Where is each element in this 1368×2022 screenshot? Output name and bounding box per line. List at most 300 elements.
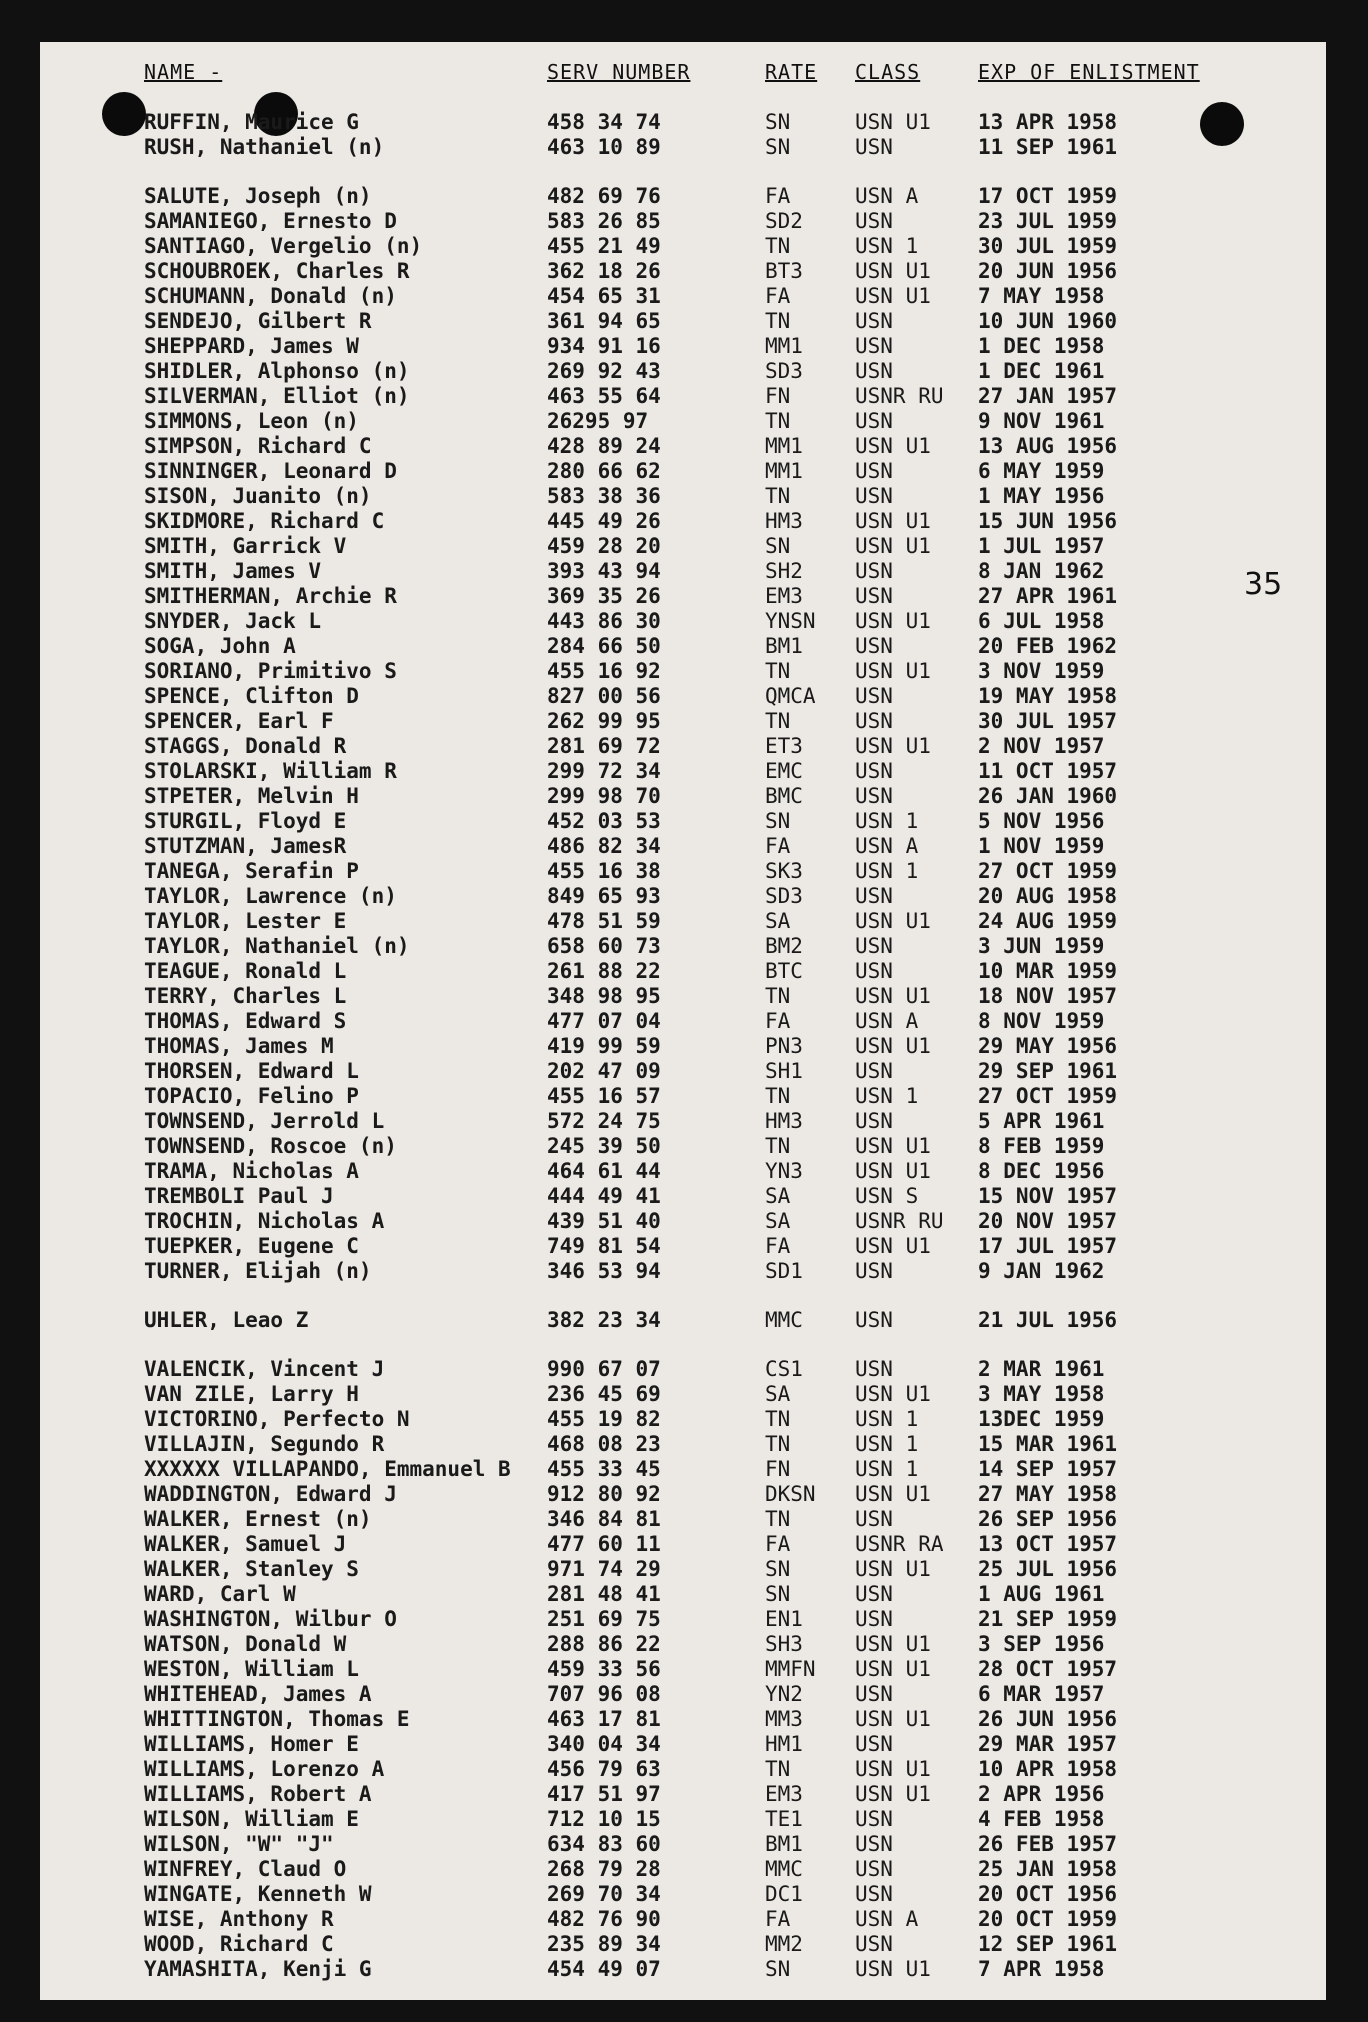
- person-name: WADDINGTON, Edward J: [144, 1482, 397, 1506]
- list-row: [40, 934, 1326, 959]
- person-name: SPENCER, Earl F: [144, 709, 334, 733]
- class: USN: [855, 1507, 893, 1531]
- class: USN U1: [855, 1657, 931, 1681]
- expiration-date: 2 MAR 1961: [978, 1357, 1105, 1381]
- list-row: [40, 334, 1326, 359]
- expiration-date: 27 OCT 1959: [978, 859, 1118, 883]
- person-name: SPENCE, Clifton D: [144, 684, 359, 708]
- list-row: [40, 484, 1326, 509]
- expiration-date: 5 NOV 1956: [978, 809, 1105, 833]
- class: USN: [855, 1357, 893, 1381]
- rate: MMC: [765, 1857, 803, 1881]
- class: USN U1: [855, 259, 931, 283]
- person-name: TROCHIN, Nicholas A: [144, 1209, 385, 1233]
- expiration-date: 17 JUL 1957: [978, 1234, 1118, 1258]
- service-number: 459 28 20: [547, 534, 661, 558]
- list-row: [40, 534, 1326, 559]
- expiration-date: 2 APR 1956: [978, 1782, 1105, 1806]
- person-name: SKIDMORE, Richard C: [144, 509, 385, 533]
- expiration-date: 1 AUG 1961: [978, 1582, 1105, 1606]
- list-row: [40, 1857, 1326, 1882]
- class: USN U1: [855, 509, 931, 533]
- service-number: 634 83 60: [547, 1832, 661, 1856]
- rate: TN: [765, 1757, 791, 1781]
- rate: SD3: [765, 884, 803, 908]
- expiration-date: 9 JAN 1962: [978, 1259, 1105, 1283]
- person-name: THOMAS, James M: [144, 1034, 334, 1058]
- rate: PN3: [765, 1034, 803, 1058]
- rate: ET3: [765, 734, 803, 758]
- person-name: STPETER, Melvin H: [144, 784, 359, 808]
- expiration-date: 7 MAY 1958: [978, 284, 1105, 308]
- list-row: [40, 509, 1326, 534]
- person-name: SNYDER, Jack L: [144, 609, 322, 633]
- person-name: SMITHERMAN, Archie R: [144, 584, 397, 608]
- class: USN: [855, 759, 893, 783]
- person-name: WALKER, Samuel J: [144, 1532, 347, 1556]
- rate: SN: [765, 135, 791, 159]
- rate: TN: [765, 659, 791, 683]
- person-name: WILSON, William E: [144, 1807, 359, 1831]
- class: USN: [855, 1857, 893, 1881]
- class: USN A: [855, 184, 919, 208]
- expiration-date: 13 OCT 1957: [978, 1532, 1118, 1556]
- rate: EM3: [765, 584, 803, 608]
- rate: FA: [765, 1234, 791, 1258]
- expiration-date: 13 APR 1958: [978, 110, 1118, 134]
- rate: TN: [765, 1084, 791, 1108]
- list-row: [40, 659, 1326, 684]
- list-row: [40, 110, 1326, 135]
- person-name: WALKER, Stanley S: [144, 1557, 359, 1581]
- rate: FN: [765, 384, 791, 408]
- class: USN U1: [855, 1159, 931, 1183]
- expiration-date: 12 SEP 1961: [978, 1932, 1118, 1956]
- rate: BM1: [765, 634, 803, 658]
- expiration-date: 21 SEP 1959: [978, 1607, 1118, 1631]
- rate: SH1: [765, 1059, 803, 1083]
- expiration-date: 26 JAN 1960: [978, 784, 1118, 808]
- expiration-date: 3 SEP 1956: [978, 1632, 1105, 1656]
- rate: QMCA: [765, 684, 816, 708]
- list-row: [40, 1832, 1326, 1857]
- class: USN U1: [855, 1134, 931, 1158]
- expiration-date: 29 SEP 1961: [978, 1059, 1118, 1083]
- person-name: WINGATE, Kenneth W: [144, 1882, 372, 1906]
- list-row: [40, 1059, 1326, 1084]
- expiration-date: 13DEC 1959: [978, 1407, 1105, 1431]
- rate: SA: [765, 909, 791, 933]
- person-name: SILVERMAN, Elliot (n): [144, 384, 410, 408]
- class: USN: [855, 584, 893, 608]
- person-name: SISON, Juanito (n): [144, 484, 372, 508]
- rate: MM3: [765, 1707, 803, 1731]
- service-number: 235 89 34: [547, 1932, 661, 1956]
- list-row: [40, 859, 1326, 884]
- list-row: [40, 1234, 1326, 1259]
- class: USN U1: [855, 284, 931, 308]
- service-number: 583 38 36: [547, 484, 661, 508]
- expiration-date: 8 DEC 1956: [978, 1159, 1105, 1183]
- expiration-date: 1 DEC 1961: [978, 359, 1105, 383]
- class: USN: [855, 709, 893, 733]
- list-row: [40, 1259, 1326, 1284]
- rate: TE1: [765, 1807, 803, 1831]
- rate: BM2: [765, 934, 803, 958]
- class: USN U1: [855, 1757, 931, 1781]
- expiration-date: 2 NOV 1957: [978, 734, 1105, 758]
- class: USN 1: [855, 809, 919, 833]
- rate: SN: [765, 1957, 791, 1981]
- expiration-date: 10 JUN 1960: [978, 309, 1118, 333]
- expiration-date: 26 JUN 1956: [978, 1707, 1118, 1731]
- service-number: 482 69 76: [547, 184, 661, 208]
- expiration-date: 28 OCT 1957: [978, 1657, 1118, 1681]
- class: USN U1: [855, 1957, 931, 1981]
- service-number: 455 16 92: [547, 659, 661, 683]
- rate: CS1: [765, 1357, 803, 1381]
- person-name: WINFREY, Claud O: [144, 1857, 347, 1881]
- service-number: 369 35 26: [547, 584, 661, 608]
- person-name: SENDEJO, Gilbert R: [144, 309, 372, 333]
- person-name: THORSEN, Edward L: [144, 1059, 359, 1083]
- list-row: [40, 1782, 1326, 1807]
- class: USN: [855, 484, 893, 508]
- service-number: 658 60 73: [547, 934, 661, 958]
- service-number: 827 00 56: [547, 684, 661, 708]
- list-row: [40, 1084, 1326, 1109]
- service-number: 346 84 81: [547, 1507, 661, 1531]
- person-name: VILLAJIN, Segundo R: [144, 1432, 385, 1456]
- person-name: STURGIL, Floyd E: [144, 809, 347, 833]
- list-row: [40, 459, 1326, 484]
- service-number: 428 89 24: [547, 434, 661, 458]
- service-number: 361 94 65: [547, 309, 661, 333]
- class: USN U1: [855, 1034, 931, 1058]
- class: USN: [855, 1582, 893, 1606]
- list-row: [40, 1109, 1326, 1134]
- class: USN: [855, 1732, 893, 1756]
- rate: TN: [765, 484, 791, 508]
- rate: SN: [765, 1557, 791, 1581]
- class: USN: [855, 135, 893, 159]
- service-number: 261 88 22: [547, 959, 661, 983]
- list-row: [40, 1432, 1326, 1457]
- expiration-date: 8 FEB 1959: [978, 1134, 1105, 1158]
- expiration-date: 20 AUG 1958: [978, 884, 1118, 908]
- class: USN: [855, 1308, 893, 1332]
- rate: SA: [765, 1184, 791, 1208]
- class: USN U1: [855, 659, 931, 683]
- service-number: 444 49 41: [547, 1184, 661, 1208]
- person-name: SOGA, John A: [144, 634, 296, 658]
- service-number: 419 99 59: [547, 1034, 661, 1058]
- person-name: WATSON, Donald W: [144, 1632, 347, 1656]
- expiration-date: 11 OCT 1957: [978, 759, 1118, 783]
- person-name: SAMANIEGO, Ernesto D: [144, 209, 397, 233]
- class: USN: [855, 1109, 893, 1133]
- class: USN U1: [855, 909, 931, 933]
- expiration-date: 10 MAR 1959: [978, 959, 1118, 983]
- expiration-date: 21 JUL 1956: [978, 1308, 1118, 1332]
- class: USN: [855, 884, 893, 908]
- rate: FA: [765, 834, 791, 858]
- list-row: [40, 309, 1326, 334]
- list-row: [40, 1159, 1326, 1184]
- person-name: WESTON, William L: [144, 1657, 359, 1681]
- rate: TN: [765, 709, 791, 733]
- rate: SK3: [765, 859, 803, 883]
- person-name: WHITTINGTON, Thomas E: [144, 1707, 410, 1731]
- list-row: [40, 784, 1326, 809]
- class: USN: [855, 784, 893, 808]
- service-number: 439 51 40: [547, 1209, 661, 1233]
- service-number: 281 48 41: [547, 1582, 661, 1606]
- expiration-date: 20 JUN 1956: [978, 259, 1118, 283]
- class: USN 1: [855, 1407, 919, 1431]
- person-name: TAYLOR, Nathaniel (n): [144, 934, 410, 958]
- person-name: STOLARSKI, William R: [144, 759, 397, 783]
- rate: MMC: [765, 1308, 803, 1332]
- list-row: [40, 1582, 1326, 1607]
- list-row: [40, 184, 1326, 209]
- class: USN 1: [855, 1084, 919, 1108]
- rate: MM2: [765, 1932, 803, 1956]
- expiration-date: 20 NOV 1957: [978, 1209, 1118, 1233]
- service-number: 707 96 08: [547, 1682, 661, 1706]
- expiration-date: 26 SEP 1956: [978, 1507, 1118, 1531]
- service-number: 583 26 85: [547, 209, 661, 233]
- rate: SN: [765, 534, 791, 558]
- service-number: 251 69 75: [547, 1607, 661, 1631]
- person-name: SIMMONS, Leon (n): [144, 409, 359, 433]
- list-row: [40, 634, 1326, 659]
- rate: SN: [765, 110, 791, 134]
- expiration-date: 19 MAY 1958: [978, 684, 1118, 708]
- person-name: TAYLOR, Lawrence (n): [144, 884, 397, 908]
- rate: DC1: [765, 1882, 803, 1906]
- class: USN: [855, 559, 893, 583]
- rate: DKSN: [765, 1482, 816, 1506]
- expiration-date: 8 NOV 1959: [978, 1009, 1105, 1033]
- rate: MM1: [765, 434, 803, 458]
- list-row: [40, 834, 1326, 859]
- class: USN 1: [855, 1432, 919, 1456]
- service-number: 990 67 07: [547, 1357, 661, 1381]
- service-number: 346 53 94: [547, 1259, 661, 1283]
- person-name: VAN ZILE, Larry H: [144, 1382, 359, 1406]
- person-name: WILLIAMS, Homer E: [144, 1732, 359, 1756]
- list-row: [40, 384, 1326, 409]
- expiration-date: 3 JUN 1959: [978, 934, 1105, 958]
- rate: EMC: [765, 759, 803, 783]
- expiration-date: 24 AUG 1959: [978, 909, 1118, 933]
- list-row: [40, 1907, 1326, 1932]
- list-row: [40, 1657, 1326, 1682]
- rate: SD1: [765, 1259, 803, 1283]
- service-number: 281 69 72: [547, 734, 661, 758]
- service-number: 749 81 54: [547, 1234, 661, 1258]
- service-number: 458 34 74: [547, 110, 661, 134]
- service-number: 245 39 50: [547, 1134, 661, 1158]
- person-name: TEAGUE, Ronald L: [144, 959, 347, 983]
- service-number: 284 66 50: [547, 634, 661, 658]
- class: USN: [855, 934, 893, 958]
- class: USN: [855, 309, 893, 333]
- class: USN: [855, 1807, 893, 1831]
- service-number: 393 43 94: [547, 559, 661, 583]
- list-row: [40, 1009, 1326, 1034]
- list-row: [40, 1632, 1326, 1657]
- rate: SA: [765, 1209, 791, 1233]
- rate: YN3: [765, 1159, 803, 1183]
- person-name: TERRY, Charles L: [144, 984, 347, 1008]
- rate: SN: [765, 809, 791, 833]
- service-number: 382 23 34: [547, 1308, 661, 1332]
- service-number: 269 70 34: [547, 1882, 661, 1906]
- service-number: 280 66 62: [547, 459, 661, 483]
- list-row: [40, 135, 1326, 160]
- rate: MMFN: [765, 1657, 816, 1681]
- service-number: 463 17 81: [547, 1707, 661, 1731]
- person-name: SALUTE, Joseph (n): [144, 184, 372, 208]
- service-number: 299 98 70: [547, 784, 661, 808]
- list-row: [40, 884, 1326, 909]
- rate: BMC: [765, 784, 803, 808]
- expiration-date: 20 OCT 1959: [978, 1907, 1118, 1931]
- person-name: WOOD, Richard C: [144, 1932, 334, 1956]
- person-name: TOWNSEND, Roscoe (n): [144, 1134, 397, 1158]
- class: USN: [855, 1882, 893, 1906]
- expiration-date: 15 MAR 1961: [978, 1432, 1118, 1456]
- page-number: 35: [1244, 567, 1283, 602]
- expiration-date: 6 MAR 1957: [978, 1682, 1105, 1706]
- class: USN A: [855, 834, 919, 858]
- expiration-date: 11 SEP 1961: [978, 135, 1118, 159]
- list-row: [40, 1034, 1326, 1059]
- person-name: TAYLOR, Lester E: [144, 909, 347, 933]
- person-name: THOMAS, Edward S: [144, 1009, 347, 1033]
- rate: SN: [765, 1582, 791, 1606]
- rate: HM3: [765, 509, 803, 533]
- rate: TN: [765, 1507, 791, 1531]
- expiration-date: 15 NOV 1957: [978, 1184, 1118, 1208]
- list-row: [40, 1457, 1326, 1482]
- rate: YNSN: [765, 609, 816, 633]
- class: USN 1: [855, 1457, 919, 1481]
- expiration-date: 17 OCT 1959: [978, 184, 1118, 208]
- list-row: [40, 1209, 1326, 1234]
- expiration-date: 27 OCT 1959: [978, 1084, 1118, 1108]
- person-name: SANTIAGO, Vergelio (n): [144, 234, 423, 258]
- person-name: UHLER, Leao Z: [144, 1308, 309, 1332]
- list-row: [40, 1732, 1326, 1757]
- class: USN: [855, 959, 893, 983]
- expiration-date: 27 APR 1961: [978, 584, 1118, 608]
- person-name: XXXXXX VILLAPANDO, Emmanuel B: [144, 1457, 511, 1481]
- header-class: CLASS: [855, 60, 921, 84]
- list-row: [40, 1482, 1326, 1507]
- expiration-date: 5 APR 1961: [978, 1109, 1105, 1133]
- service-number: 572 24 75: [547, 1109, 661, 1133]
- list-row: [40, 759, 1326, 784]
- person-name: RUFFIN, Maurice G: [144, 110, 359, 134]
- person-name: TOWNSEND, Jerrold L: [144, 1109, 385, 1133]
- expiration-date: 7 APR 1958: [978, 1957, 1105, 1981]
- header-serv-number: SERV NUMBER: [547, 60, 691, 84]
- service-number: 26295 97: [547, 409, 649, 433]
- rate: TN: [765, 1432, 791, 1456]
- list-row: [40, 434, 1326, 459]
- expiration-date: 23 JUL 1959: [978, 209, 1118, 233]
- rate: TN: [765, 984, 791, 1008]
- class: USN: [855, 1259, 893, 1283]
- rate: YN2: [765, 1682, 803, 1706]
- list-row: [40, 1532, 1326, 1557]
- rate: MM1: [765, 459, 803, 483]
- rate: EM3: [765, 1782, 803, 1806]
- personnel-list: [40, 110, 1326, 1982]
- person-name: TOPACIO, Felino P: [144, 1084, 359, 1108]
- person-name: SCHOUBROEK, Charles R: [144, 259, 410, 283]
- class: USN: [855, 1607, 893, 1631]
- service-number: 417 51 97: [547, 1782, 661, 1806]
- list-row: [40, 1382, 1326, 1407]
- service-number: 348 98 95: [547, 984, 661, 1008]
- person-name: WALKER, Ernest (n): [144, 1507, 372, 1531]
- list-row: [40, 1882, 1326, 1907]
- expiration-date: 9 NOV 1961: [978, 409, 1105, 433]
- list-row: [40, 1607, 1326, 1632]
- class: USN U1: [855, 609, 931, 633]
- person-name: SINNINGER, Leonard D: [144, 459, 397, 483]
- person-name: SCHUMANN, Donald (n): [144, 284, 397, 308]
- service-number: 482 76 90: [547, 1907, 661, 1931]
- person-name: SIMPSON, Richard C: [144, 434, 372, 458]
- service-number: 464 61 44: [547, 1159, 661, 1183]
- header-name: NAME -: [144, 60, 223, 84]
- service-number: 486 82 34: [547, 834, 661, 858]
- list-row: [40, 409, 1326, 434]
- rate: HM3: [765, 1109, 803, 1133]
- person-name: SMITH, James V: [144, 559, 322, 583]
- expiration-date: 3 NOV 1959: [978, 659, 1105, 683]
- expiration-date: 26 FEB 1957: [978, 1832, 1118, 1856]
- rate: MM1: [765, 334, 803, 358]
- rate: BTC: [765, 959, 803, 983]
- service-number: 454 49 07: [547, 1957, 661, 1981]
- rate: FA: [765, 1907, 791, 1931]
- person-name: VALENCIK, Vincent J: [144, 1357, 385, 1381]
- list-row: [40, 259, 1326, 284]
- rate: TN: [765, 1134, 791, 1158]
- class: USNR RA: [855, 1532, 944, 1556]
- class: USN: [855, 459, 893, 483]
- class: USN U1: [855, 1382, 931, 1406]
- list-row: [40, 1557, 1326, 1582]
- service-number: 269 92 43: [547, 359, 661, 383]
- rate: TN: [765, 1407, 791, 1431]
- list-row: [40, 684, 1326, 709]
- class: USNR RU: [855, 1209, 944, 1233]
- list-row: [40, 1134, 1326, 1159]
- list-row: [40, 734, 1326, 759]
- list-row: [40, 959, 1326, 984]
- class: USN A: [855, 1907, 919, 1931]
- class: USN: [855, 334, 893, 358]
- expiration-date: 14 SEP 1957: [978, 1457, 1118, 1481]
- class: USN A: [855, 1009, 919, 1033]
